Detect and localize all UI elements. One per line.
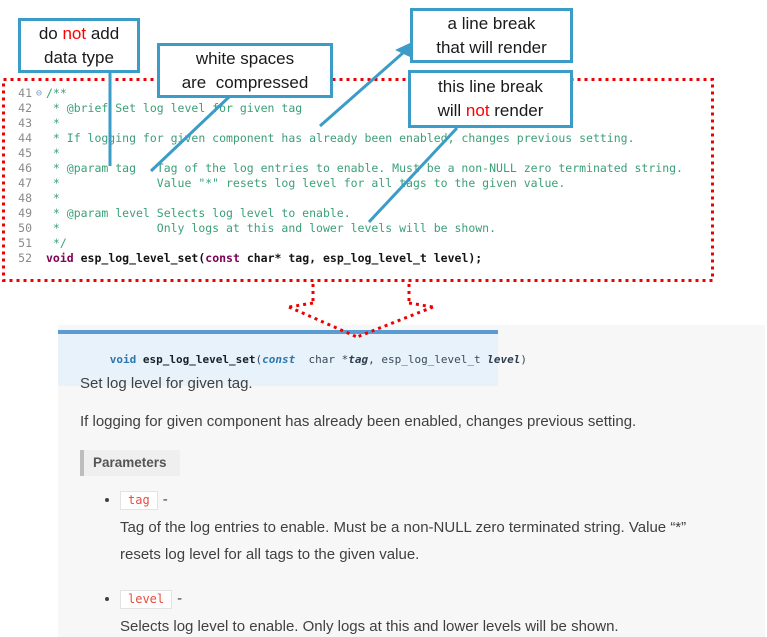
description-text: If logging for given component has already been enabled, changes previous setting.	[80, 413, 637, 430]
code-line	[8, 176, 711, 191]
keyword-void: void	[46, 251, 74, 265]
line-number: 52	[18, 251, 32, 265]
code-text: *	[46, 191, 60, 205]
callout-line: white spaces	[195, 48, 295, 68]
function-signature: void esp_log_level_set(const char *tag, esp_log_level_t level)	[58, 330, 498, 386]
callout-line: a line break	[447, 13, 536, 33]
keyword-const: const	[205, 251, 240, 265]
line-number: 47	[18, 176, 32, 190]
code-text: * If logging for given component has already been enabled, changes previous setting.	[46, 131, 635, 145]
parameters-list	[80, 491, 740, 637]
connector-arrowhead-icon	[395, 43, 410, 57]
callout-white-spaces-compressed	[157, 43, 333, 98]
return-type: void	[109, 353, 143, 366]
line-number: 51	[18, 236, 32, 250]
code-text: */	[46, 236, 67, 250]
code-text: * Value "*" resets log level for all tags to the given value.	[46, 176, 566, 190]
function-name: esp_log_level_set	[142, 353, 256, 366]
dotted-arrow-left-flare	[289, 303, 313, 307]
fold-collapse-icon[interactable]: ⊖	[35, 88, 43, 99]
code-text: void esp_log_level_set(const char* tag, esp_log_level_t level);	[46, 251, 483, 265]
param-tag: tag	[348, 353, 369, 366]
param-level: level	[487, 353, 521, 366]
line-number: 44	[18, 131, 32, 145]
parameter-item-level	[120, 590, 740, 637]
code-line	[8, 206, 711, 221]
code-text: *	[46, 146, 60, 160]
callout-line: data type	[44, 47, 114, 67]
callout-line: are compressed	[181, 72, 309, 92]
code-line	[8, 146, 711, 161]
brief-text: Set log level for given tag.	[80, 375, 253, 392]
line-number: 46	[18, 161, 32, 175]
code-line	[8, 161, 711, 176]
callout-do-not-add-data-type	[18, 18, 140, 73]
code-text: * @brief Set log level for given tag	[46, 101, 303, 115]
code-editor-snippet	[2, 78, 711, 279]
line-number: 49	[18, 206, 32, 220]
parameters-heading: Parameters	[80, 450, 180, 476]
code-text: /**	[46, 86, 67, 100]
line-number: 41	[18, 86, 32, 100]
code-text: * @param level Selects log level to enable.	[46, 206, 351, 220]
code-line	[8, 86, 711, 101]
callout-line: this line break	[438, 77, 543, 96]
line-number: 50	[18, 221, 32, 235]
parameter-item-tag	[120, 491, 740, 568]
line-number: 42	[18, 101, 32, 115]
param-separator: -	[177, 590, 183, 607]
line-number: 48	[18, 191, 32, 205]
rendered-doc-panel	[58, 325, 765, 637]
param-description: Selects log level to enable. Only logs at this and lower levels will be shown.	[120, 618, 619, 635]
code-line	[8, 131, 711, 146]
code-line	[8, 221, 711, 236]
callout-line: will not render	[437, 101, 544, 120]
callout-line: do not add	[38, 23, 120, 43]
code-text: *	[46, 116, 60, 130]
code-text: * @param tag Tag of the log entries to enable. Must be a non-NULL zero terminated string.	[46, 161, 683, 175]
code-line	[8, 116, 711, 131]
param-separator: -	[162, 491, 168, 508]
const-keyword: const	[262, 353, 296, 366]
line-number: 45	[18, 146, 32, 160]
dotted-arrow-right-flare	[409, 303, 433, 307]
callout-line: that will render	[436, 37, 547, 57]
callout-line-break-renders	[410, 8, 573, 63]
code-line-declaration	[8, 251, 711, 266]
code-text: * Only logs at this and lower levels will be shown.	[46, 221, 497, 235]
code-line	[8, 101, 711, 116]
callout-line-break-not-render	[408, 70, 573, 128]
code-line	[8, 236, 711, 251]
code-line	[8, 191, 711, 206]
doc-body	[80, 369, 740, 637]
line-number: 43	[18, 116, 32, 130]
param-name-chip: level	[120, 590, 172, 609]
param-description: Tag of the log entries to enable. Must be a non-NULL zero terminated string. Value “*” resets log level for all tags to the given value.	[120, 519, 687, 563]
param-name-chip: tag	[120, 491, 158, 510]
